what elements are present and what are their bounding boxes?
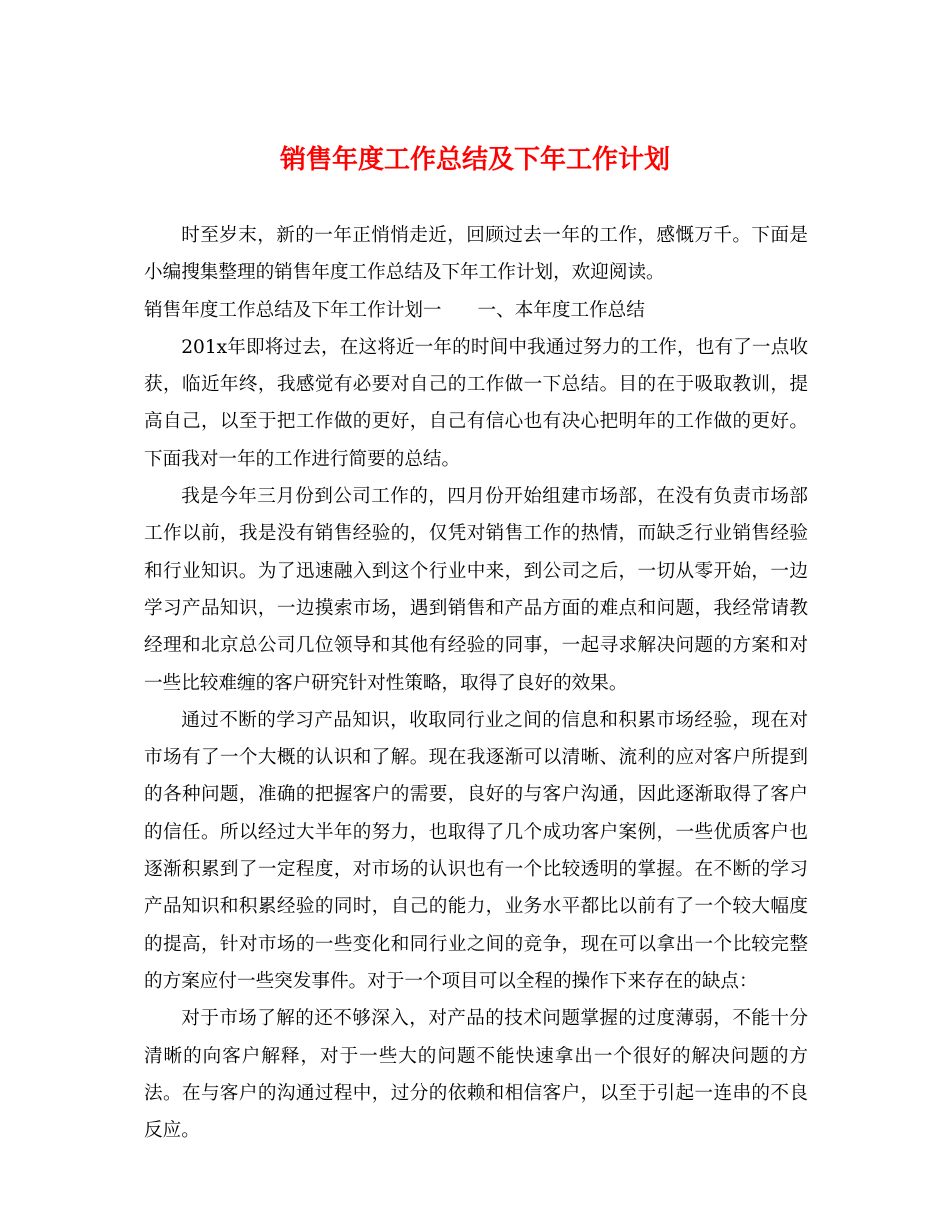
section-heading-line <box>144 292 808 329</box>
body-paragraph-4: 对于市场了解的还不够深入，对产品的技术问题掌握的过度薄弱，不能十分清晰的向客户解释，对于一些大的问题不能快速拿出一个很好的解决问题的方法。在与客户的沟通过程中，过分的依赖和相信客户，以至于引起一连串的不良反应。 <box>144 1008 808 1142</box>
body-paragraph-2: 我是今年三月份到公司工作的，四月份开始组建市场部，在没有负责市场部工作以前，我是没有销售经验的，仅凭对销售工作的热情，而缺乏行业销售经验和行业知识。为了迅速融入到这个行业中来，到公司之后，一切从零开始，一边学习产品知识，一边摸索市场，遇到销售和产品方面的难点和问题，我经常请教经理和北京总公司几位领导和其他有经验的同事，一起寻求解决问题的方案和对一些比较难缠的客户研究针对性策略，取得了良好的效果。 <box>144 486 808 694</box>
body-paragraph-3: 通过不断的学习产品知识，收取同行业之间的信息和积累市场经验，现在对市场有了一个大概的认识和了解。现在我逐渐可以清晰、流利的应对客户所提到的各种问题，准确的把握客户的需要，良好的与客户沟通，因此逐渐取得了客户的信任。所以经过大半年的努力，也取得了几个成功客户案例，一些优质客户也逐渐积累到了一定程度，对市场的认识也有一个比较透明的掌握。在不断的学习产品知识和积累经验的同时，自己的能力，业务水平都比以前有了一个较大幅度的提高，针对市场的一些变化和同行业之间的竞争，现在可以拿出一个比较完整的方案应付一些突发事件。对于一个项目可以全程的操作下来存在的缺点： <box>144 709 808 992</box>
intro-paragraph: 时至岁末，新的一年正悄悄走近，回顾过去一年的工作，感慨万千。下面是小编搜集整理的销售年度工作总结及下年工作计划，欢迎阅读。 <box>144 225 808 284</box>
document-title: 销售年度工作总结及下年工作计划 <box>279 145 670 175</box>
body-paragraph-1: 201x年即将过去，在这将近一年的时间中我通过努力的工作，也有了一点收获，临近年终，我感觉有必要对自己的工作做一下总结。目的在于吸取教训，提高自己，以至于把工作做的更好，自己有信心也有决心把明年的工作做的更好。下面我对一年的工作进行简要的总结。 <box>144 336 808 470</box>
part-title: 销售年度工作总结及下年工作计划一 <box>144 299 442 321</box>
section-title: 一、本年度工作总结 <box>477 299 645 321</box>
document-body <box>144 217 808 1149</box>
